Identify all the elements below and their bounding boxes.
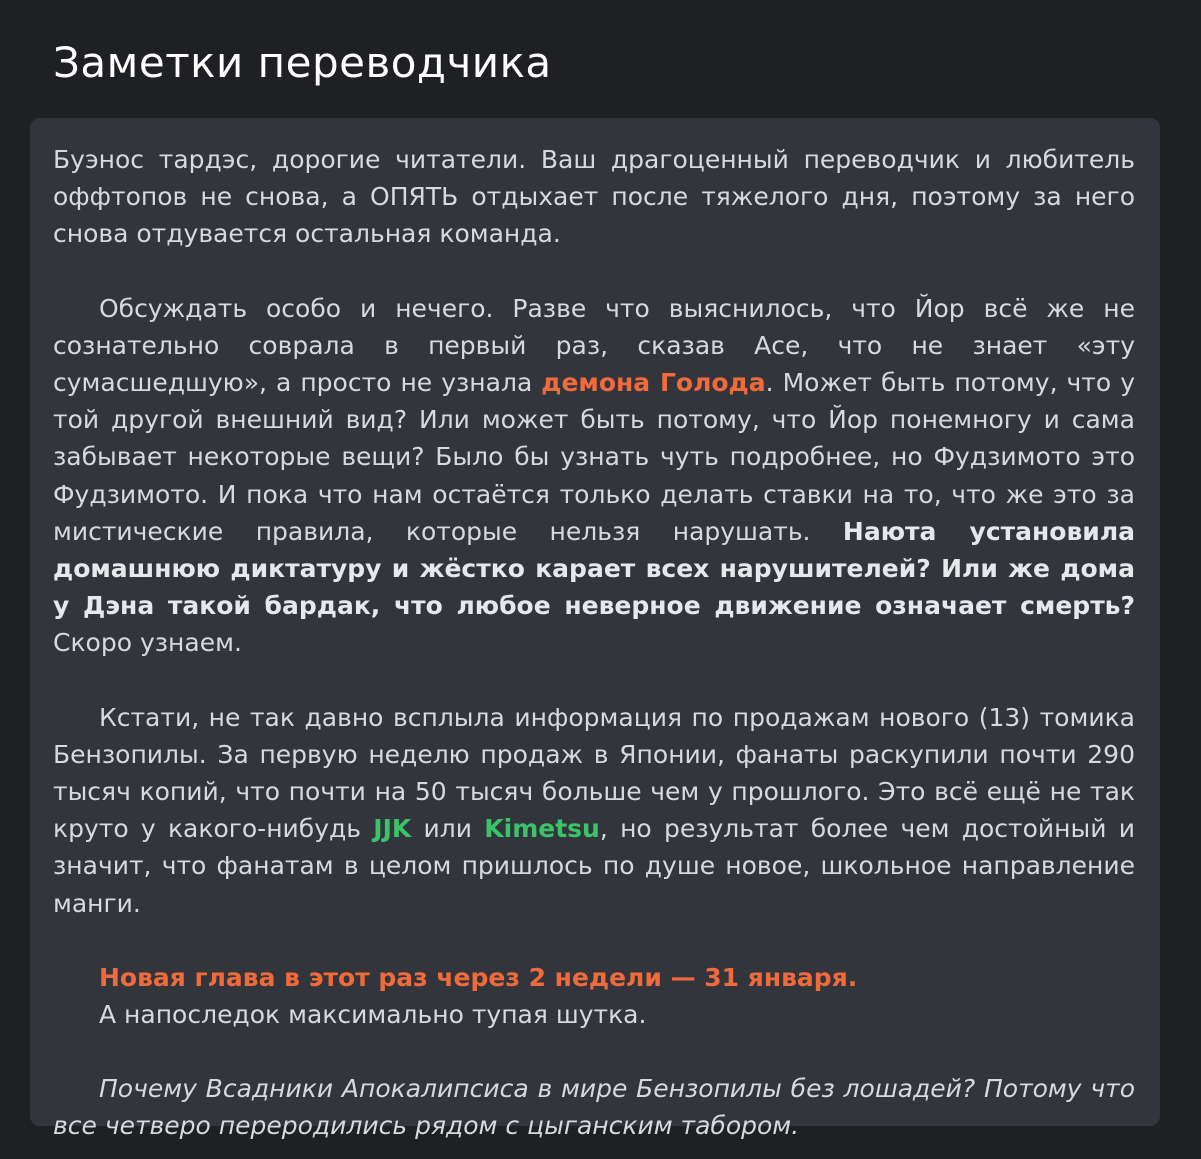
discussion-text-3: Скоро узнаем. <box>53 628 242 658</box>
discussion-bold-text: Наюта установила домашнюю диктатуру и жёстко карает всех нарушителей? Или же дома у Дэна такой бардак, что любое неверное движение означает смерть? <box>53 516 1135 621</box>
jjk-link[interactable]: JJK <box>373 814 412 844</box>
hunger-devil-highlight: демона Голода <box>541 368 766 398</box>
joke-text: Почему Всадники Апокалипсиса в мире Бензопилы без лошадей? Потому что все четверо переродились рядом с цыганским табором. <box>53 1074 1135 1141</box>
discussion-text-1: Обсуждать особо и нечего. Разве что выяснилось, что Йор всё же не сознательно соврала в первый раз, сказав Асе, что не знает «эту сумасшедшую», а просто не узнала <box>53 293 1135 398</box>
intro-paragraph: Буэнос тардэс, дорогие читатели. Ваш драгоценный переводчик и любитель оффтопов не снова, а ОПЯТЬ отдыхает после тяжелого дня, поэтому за него снова отдувается остальная команда. <box>53 145 1135 249</box>
translator-notes-card <box>30 118 1160 1141</box>
sales-paragraph <box>53 699 1135 922</box>
page-title: Заметки переводчика <box>53 38 552 87</box>
sales-text-1: Кстати, не так давно всплыла информация по продажам нового (13) томика Бензопилы. За первую неделю продаж в Японии, фанаты раскупили почти 290 тысяч копий, что почти на 50 тысяч больше чем у прошлого. Это всё ещё не так круто у какого-нибудь <box>53 702 1135 844</box>
discussion-text-2: . Может быть потому, что у той другой внешний вид? Или может быть потому, что Йор понемногу и сама забывает некоторые вещи? Было бы узнать чуть подробнее, но Фудзимото это Фудзимото. И пока что нам остаётся только делать ставки на то, что же это за мистические правила, которые нельзя нарушать. <box>53 368 1135 546</box>
sales-text-3: , но результат более чем достойный и значит, что фанатам в целом пришлось по душе новое, школьное направление манги. <box>53 814 1135 918</box>
next-chapter-announcement: Новая глава в этот раз через 2 недели — 31 января. <box>99 962 858 992</box>
joke-intro: А напоследок максимально тупая шутка. <box>99 1000 647 1030</box>
discussion-paragraph <box>53 290 1135 662</box>
kimetsu-link[interactable]: Kimetsu <box>484 814 600 844</box>
sales-text-2: или <box>411 814 485 844</box>
